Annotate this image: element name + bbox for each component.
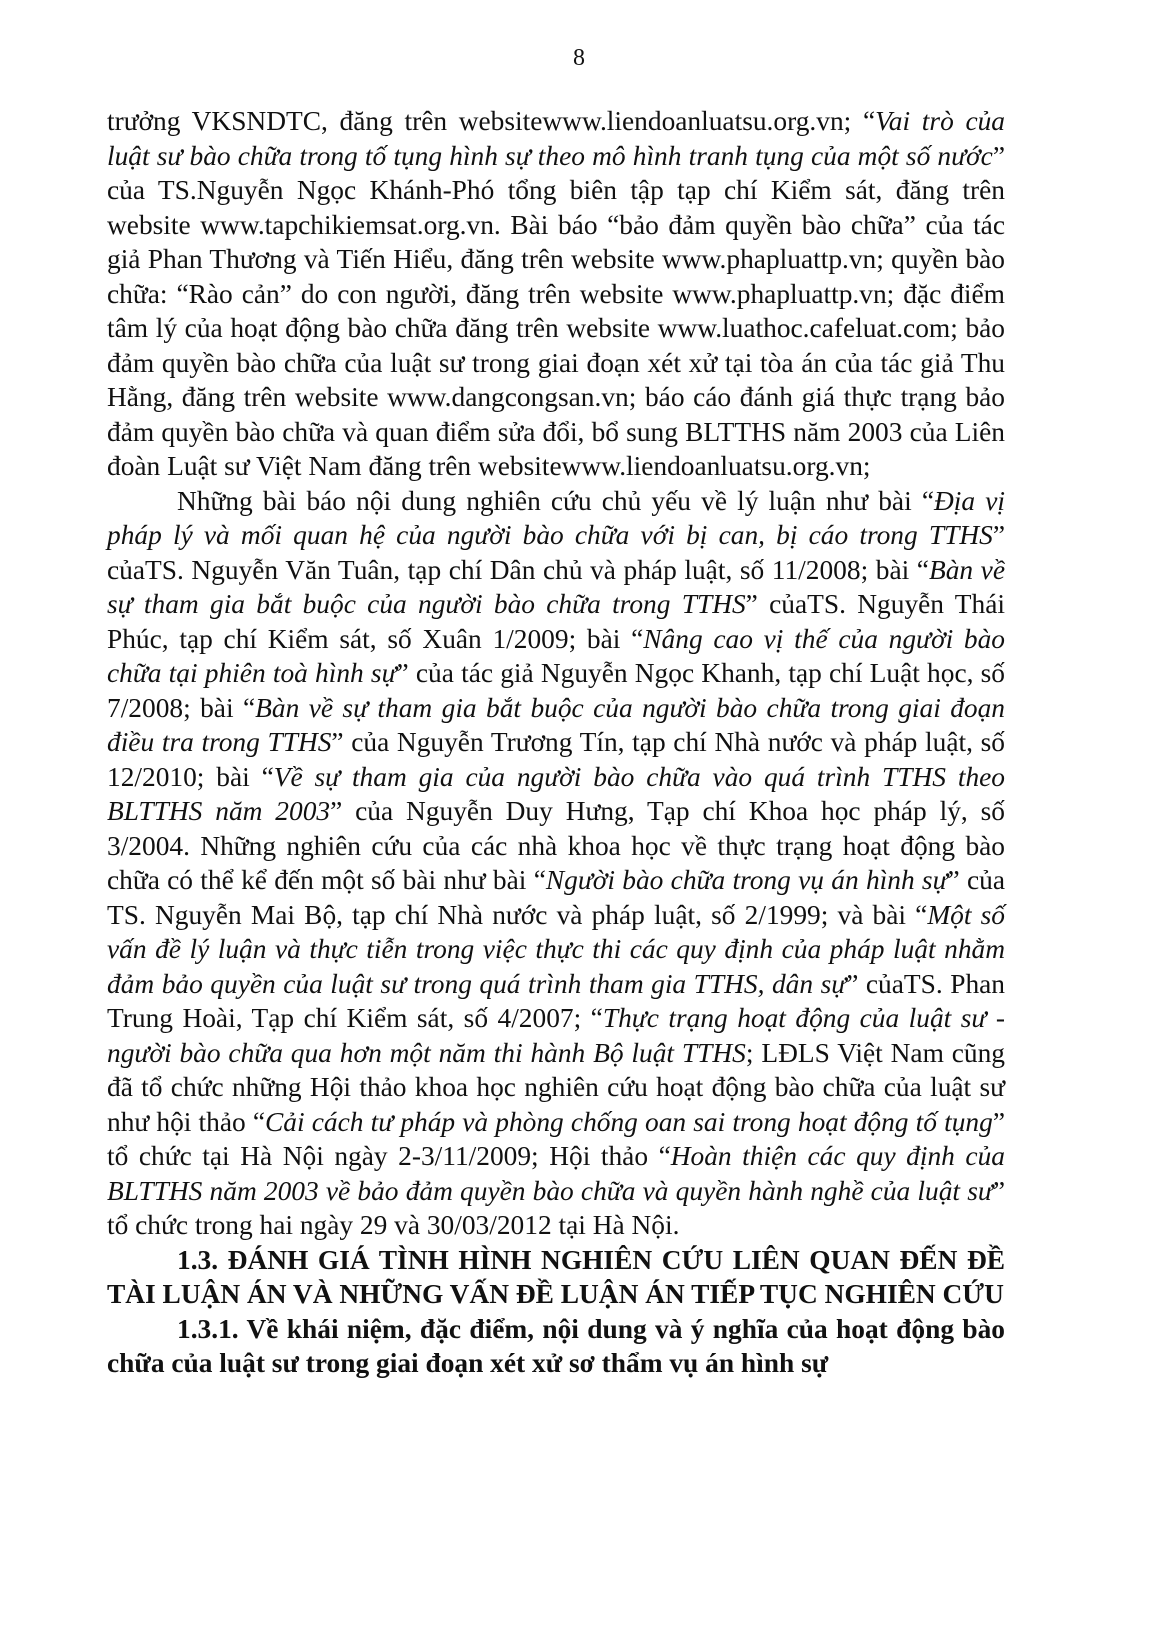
text-run: ” củaTS. Nguyễn Thái Phúc, tạp chí Kiểm sát, số Xuân 1/2009; bài “ (107, 589, 1005, 654)
section-heading (107, 1243, 1005, 1312)
section-heading (107, 1312, 1005, 1381)
page-number: 8 (573, 45, 585, 71)
italic-title: Cải cách tư pháp và phòng chống oan sai trong hoạt động tố tụng (265, 1106, 993, 1137)
text-run: ” tổ chức tại Hà Nội ngày 2-3/11/2009; Hội thảo “ (107, 1106, 1005, 1171)
text-run: Những bài báo nội dung nghiên cứu chủ yếu về lý luận như bài “ (177, 485, 934, 516)
italic-title: Về sự tham gia của người bào chữa vào quá trình TTHS theo BLTTHS năm 2003 (107, 761, 1005, 826)
italic-title: Bàn về sự tham gia bắt buộc của người bào chữa trong TTHS (107, 554, 1005, 619)
text-run: ” của Nguyễn Duy Hưng, Tạp chí Khoa học pháp lý, số 3/2004. Những nghiên cứu của các nhà khoa học về thực trạng hoạt động bào chữa có thể kể đến một số bài như bài “ (107, 796, 1005, 895)
text-run: ” củaTS. Nguyễn Văn Tuân, tạp chí Dân chủ và pháp luật, số 11/2008; bài “ (107, 520, 1005, 585)
italic-title: Hoàn thiện các quy định của BLTTHS năm 2003 về bảo đảm quyền bào chữa và quyền hành nghề của luật sư (107, 1141, 1005, 1206)
document-body (107, 104, 1005, 1381)
italic-title: Nâng cao vị thế của người bào chữa tại phiên toà hình sự (107, 623, 1005, 688)
text-run: 1.3.1. Về khái niệm, đặc điểm, nội dung và ý nghĩa của hoạt động bào chữa của luật sư trong giai đoạn xét xử sơ thẩm vụ án hình sự (107, 1313, 1005, 1378)
text-run: ” của Nguyễn Trương Tín, tạp chí Nhà nước và pháp luật, số 12/2010; bài “ (107, 727, 1005, 792)
body-paragraph (107, 104, 1005, 484)
text-run: ” của TS.Nguyễn Ngọc Khánh-Phó tổng biên tập tạp chí Kiểm sát, đăng trên website www.tapchikiemsat.org.vn. Bài báo “bảo đảm quyền bào chữa” của tác giả Phan Thương và Tiến Hiểu, đăng trên website www.phapluattp.vn; quyền bào chữa: “Rào cản” do con người, đăng trên website www.phapluattp.vn; đặc điểm tâm lý của hoạt động bào chữa đăng trên website www.luathoc.cafeluat.com; bảo đảm quyền bào chữa của luật sư trong giai đoạn xét xử tại tòa án của tác giả Thu Hằng, đăng trên website www.dangcongsan.vn; báo cáo đánh giá thực trạng bảo đảm quyền bào chữa và quan điểm sửa đổi, bổ sung BLTTHS năm 2003 của Liên đoàn Luật sư Việt Nam đăng trên websitewww.liendoanluatsu.org.vn; (107, 140, 1005, 481)
text-run: ” của TS. Nguyễn Mai Bộ, tạp chí Nhà nước và pháp luật, số 2/1999; và bài “ (107, 865, 1006, 930)
italic-title: Bàn về sự tham gia bắt buộc của người bào chữa trong giai đoạn điều tra trong TTHS (107, 692, 1005, 757)
italic-title: Vai trò của luật sư bào chữa trong tố tụng hình sự theo mô hình tranh tụng của một số nước (107, 106, 1005, 171)
text-run: ” của tác giả Nguyễn Ngọc Khanh, tạp chí Luật học, số 7/2008; bài “ (107, 658, 1006, 723)
text-run: 1.3. ĐÁNH GIÁ TÌNH HÌNH NGHIÊN CỨU LIÊN QUAN ĐẾN ĐỀ TÀI LUẬN ÁN VÀ NHỮNG VẤN ĐỀ LUẬN ÁN TIẾP TỤC NGHIÊN CỨU (107, 1244, 1005, 1309)
body-paragraph (107, 484, 1005, 1243)
text-run: ; LĐLS Việt Nam cũng đã tổ chức những Hội thảo khoa học nghiên cứu hoạt động bào chữa của luật sư như hội thảo “ (107, 1037, 1005, 1137)
text-run: ” củaTS. Phan Trung Hoài, Tạp chí Kiểm sát, số 4/2007; “ (107, 968, 1005, 1033)
italic-title: Địa vị pháp lý và mối quan hệ của người bào chữa với bị can, bị cáo trong TTHS (107, 485, 1005, 550)
text-run: ” tổ chức trong hai ngày 29 và 30/03/2012 tại Hà Nội. (107, 1175, 1005, 1240)
text-run: trưởng VKSNDTC, đăng trên websitewww.liendoanluatsu.org.vn; “ (107, 106, 876, 136)
italic-title: Một số vấn đề lý luận và thực tiễn trong việc thực thi các quy định của pháp luật nhằm đảm bảo quyền của luật sư trong quá trình tham gia TTHS, dân sự (107, 899, 1005, 999)
italic-title: Người bào chữa trong vụ án hình sự (545, 865, 948, 895)
italic-title: Thực trạng hoạt động của luật sư - người bào chữa qua hơn một năm thi hành Bộ luật TTHS (107, 1003, 1005, 1068)
